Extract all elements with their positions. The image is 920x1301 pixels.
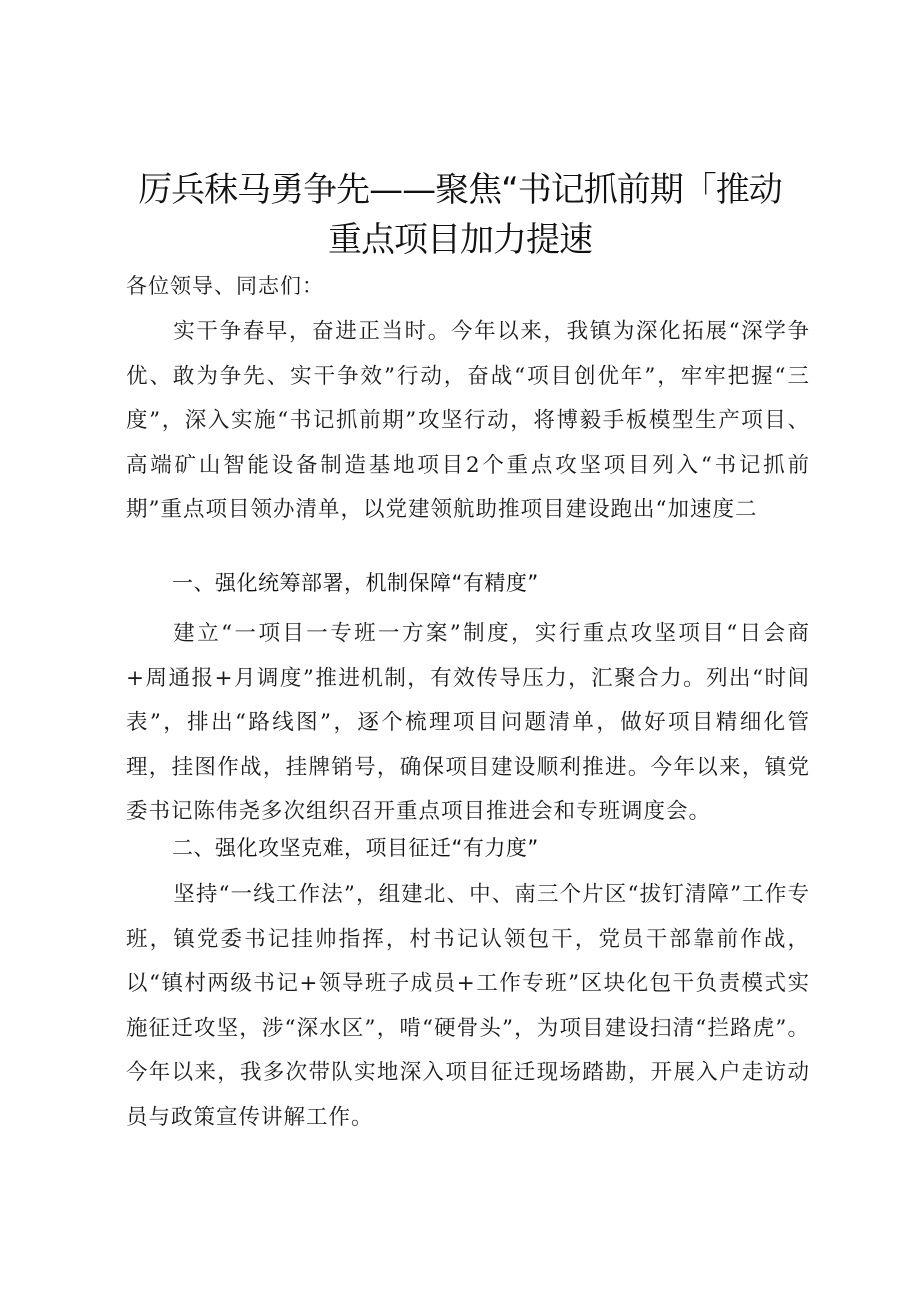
section-heading-1: 一、强化统筹部署，机制保障“有精度” [172,571,539,595]
document-title-line-2: 重点项目加力提速 [328,220,592,260]
section-heading-2: 二、强化攻坚克难，项目征迁“有力度” [172,836,539,860]
document-title-line-1: 厉兵秣马勇争先——聚焦“书记抓前期「推动 [138,170,782,210]
intro-paragraph: 实干争春早，奋进正当时。今年以来，我镇为深化拓展“深学争优、敢为争先、实干争效”行动，奋战“项目创优年”，牢牢把握“三度”，深入实施“书记抓前期”攻坚行动，将博毅手板模型生产项目、高端矿山智能设备制造基地项目2个重点攻坚项目列入“书记抓前期”重点项目领办清单，以党建领航助推项目建设跑出“加速度二 [126,319,810,522]
section-paragraph-1: 建立“一项目一专班一方案”制度，实行重点攻坚项目“日会商+周通报+月调度”推进机制，有效传导压力，汇聚合力。列出“时间表”，排出“路线图”，逐个梳理项目问题清单，做好项目精细化管理，挂图作战，挂牌销号，确保项目建设顺利推进。今年以来，镇党委书记陈伟尧多次组织召开重点项目推进会和专班调度会。 [126,621,810,824]
salutation: 各位领导、同志们： [126,274,324,298]
section-paragraph-2: 坚持“一线工作法”，组建北、中、南三个片区“拔钉清障”工作专班，镇党委书记挂帅指挥，村书记认领包干，党员干部靠前作战，以“镇村两级书记+领导班子成员+工作专班”区块化包干负责模式实施征迁攻坚，涉“深水区”，啃“硬骨头”，为项目建设扫清“拦路虎”。今年以来，我多次带队实地深入项目征迁现场踏勘，开展入户走访动员与政策宣传讲解工作。 [126,882,810,1130]
